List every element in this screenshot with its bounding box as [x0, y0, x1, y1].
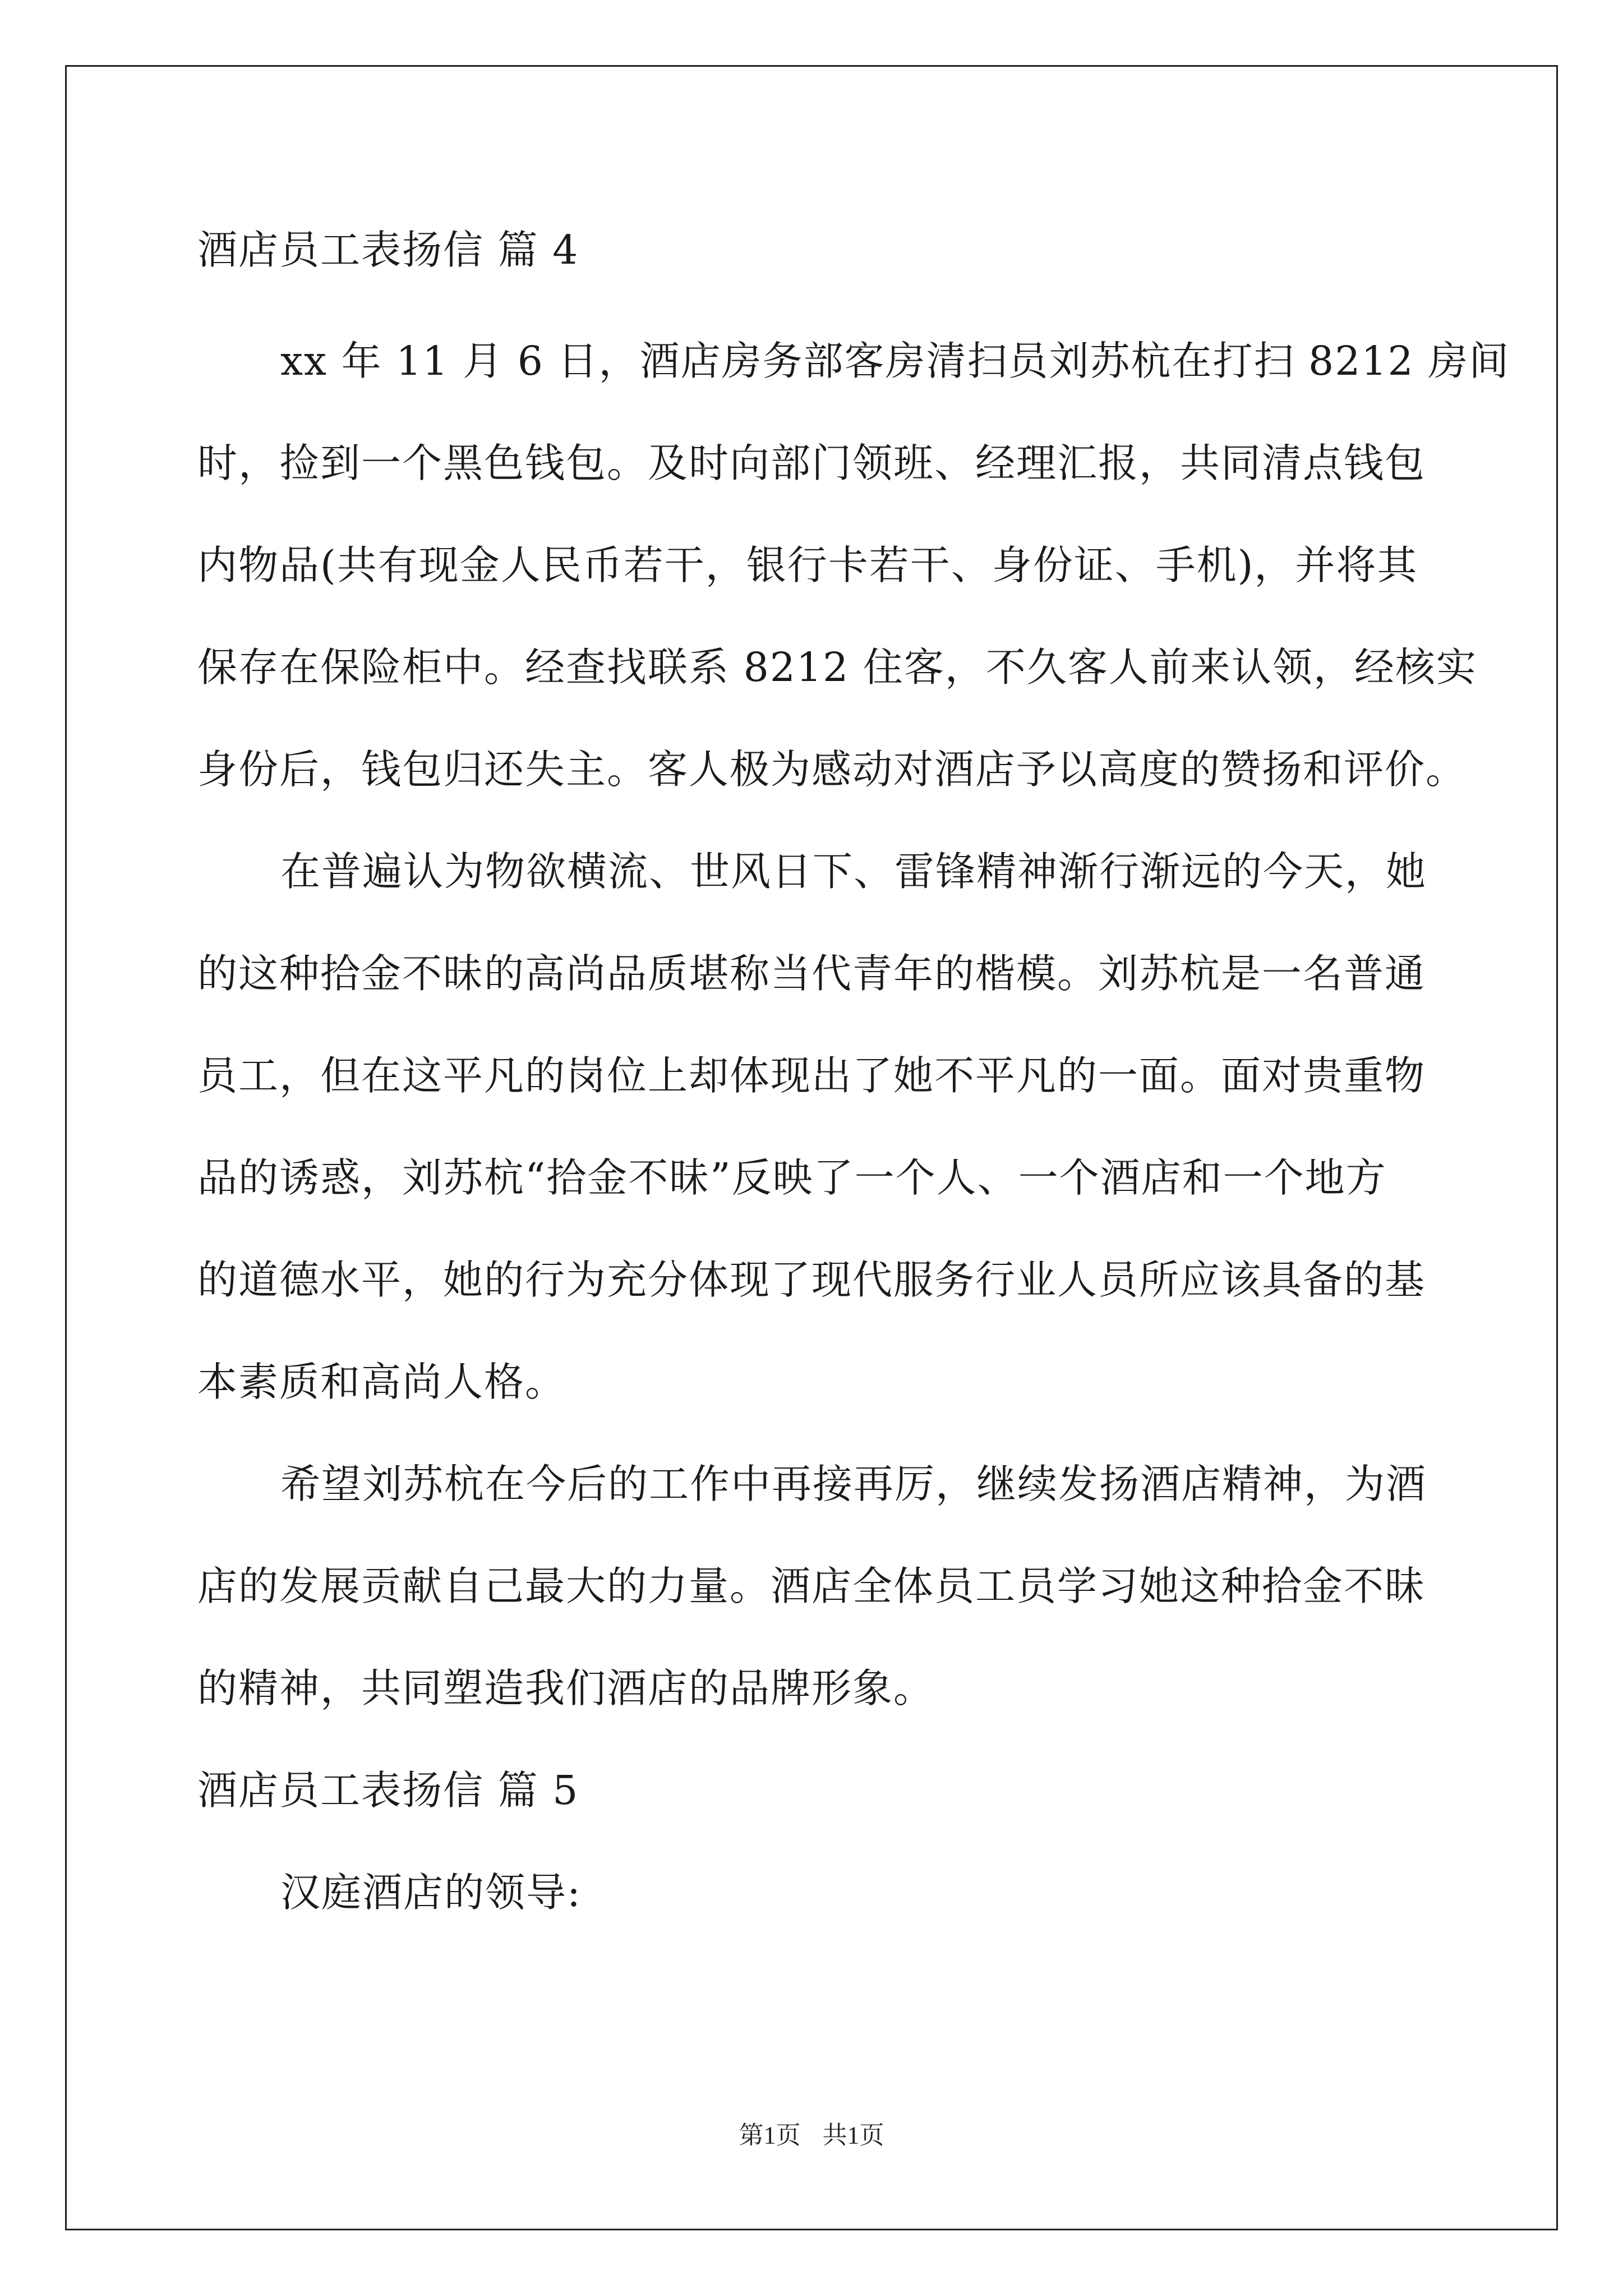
paragraph-line: 内物品(共有现金人民币若干，银行卡若干、身份证、手机)，并将其 — [197, 542, 1418, 588]
paragraph-line: 品的诱惑，刘苏杭“拾金不昧”反映了一个人、一个酒店和一个地方 — [197, 1154, 1387, 1201]
page-footer — [0, 2115, 1623, 2151]
section-heading: 酒店员工表扬信 篇 4 — [197, 227, 579, 273]
paragraph-line: 的道德水平，她的行为充分体现了现代服务行业人员所应该具备的基 — [197, 1257, 1426, 1303]
page-number: 第1页 — [739, 2122, 801, 2149]
paragraph-line: 本素质和高尚人格。 — [197, 1359, 566, 1405]
paragraph-line: 店的发展贡献自己最大的力量。酒店全体员工员学习她这种拾金不昧 — [197, 1563, 1426, 1609]
paragraph-line: 身份后，钱包归还失主。客人极为感动对酒店予以高度的赞扬和评价。 — [197, 746, 1467, 793]
paragraph-line: 的这种拾金不昧的高尚品质堪称当代青年的楷模。刘苏杭是一名普通 — [197, 950, 1426, 997]
paragraph-line: 员工，但在这平凡的岗位上却体现出了她不平凡的一面。面对贵重物 — [197, 1052, 1426, 1099]
paragraph-line: 的精神，共同塑造我们酒店的品牌形象。 — [197, 1665, 935, 1711]
section-heading: 酒店员工表扬信 篇 5 — [197, 1767, 579, 1814]
paragraph-line: 希望刘苏杭在今后的工作中再接再厉，继续发扬酒店精神，为酒 — [280, 1461, 1427, 1507]
paragraph-line: xx 年 11 月 6 日，酒店房务部客房清扫员刘苏杭在打扫 8212 房间 — [280, 338, 1510, 384]
page-total: 共1页 — [822, 2122, 884, 2149]
paragraph-line: 时，捡到一个黑色钱包。及时向部门领班、经理汇报，共同清点钱包 — [197, 440, 1426, 486]
paragraph-line: 在普遍认为物欲横流、世风日下、雷锋精神渐行渐远的今天，她 — [280, 848, 1427, 895]
salutation: 汉庭酒店的领导: — [280, 1869, 582, 1916]
paragraph-line: 保存在保险柜中。经查找联系 8212 住客，不久客人前来认领，经核实 — [197, 644, 1477, 691]
